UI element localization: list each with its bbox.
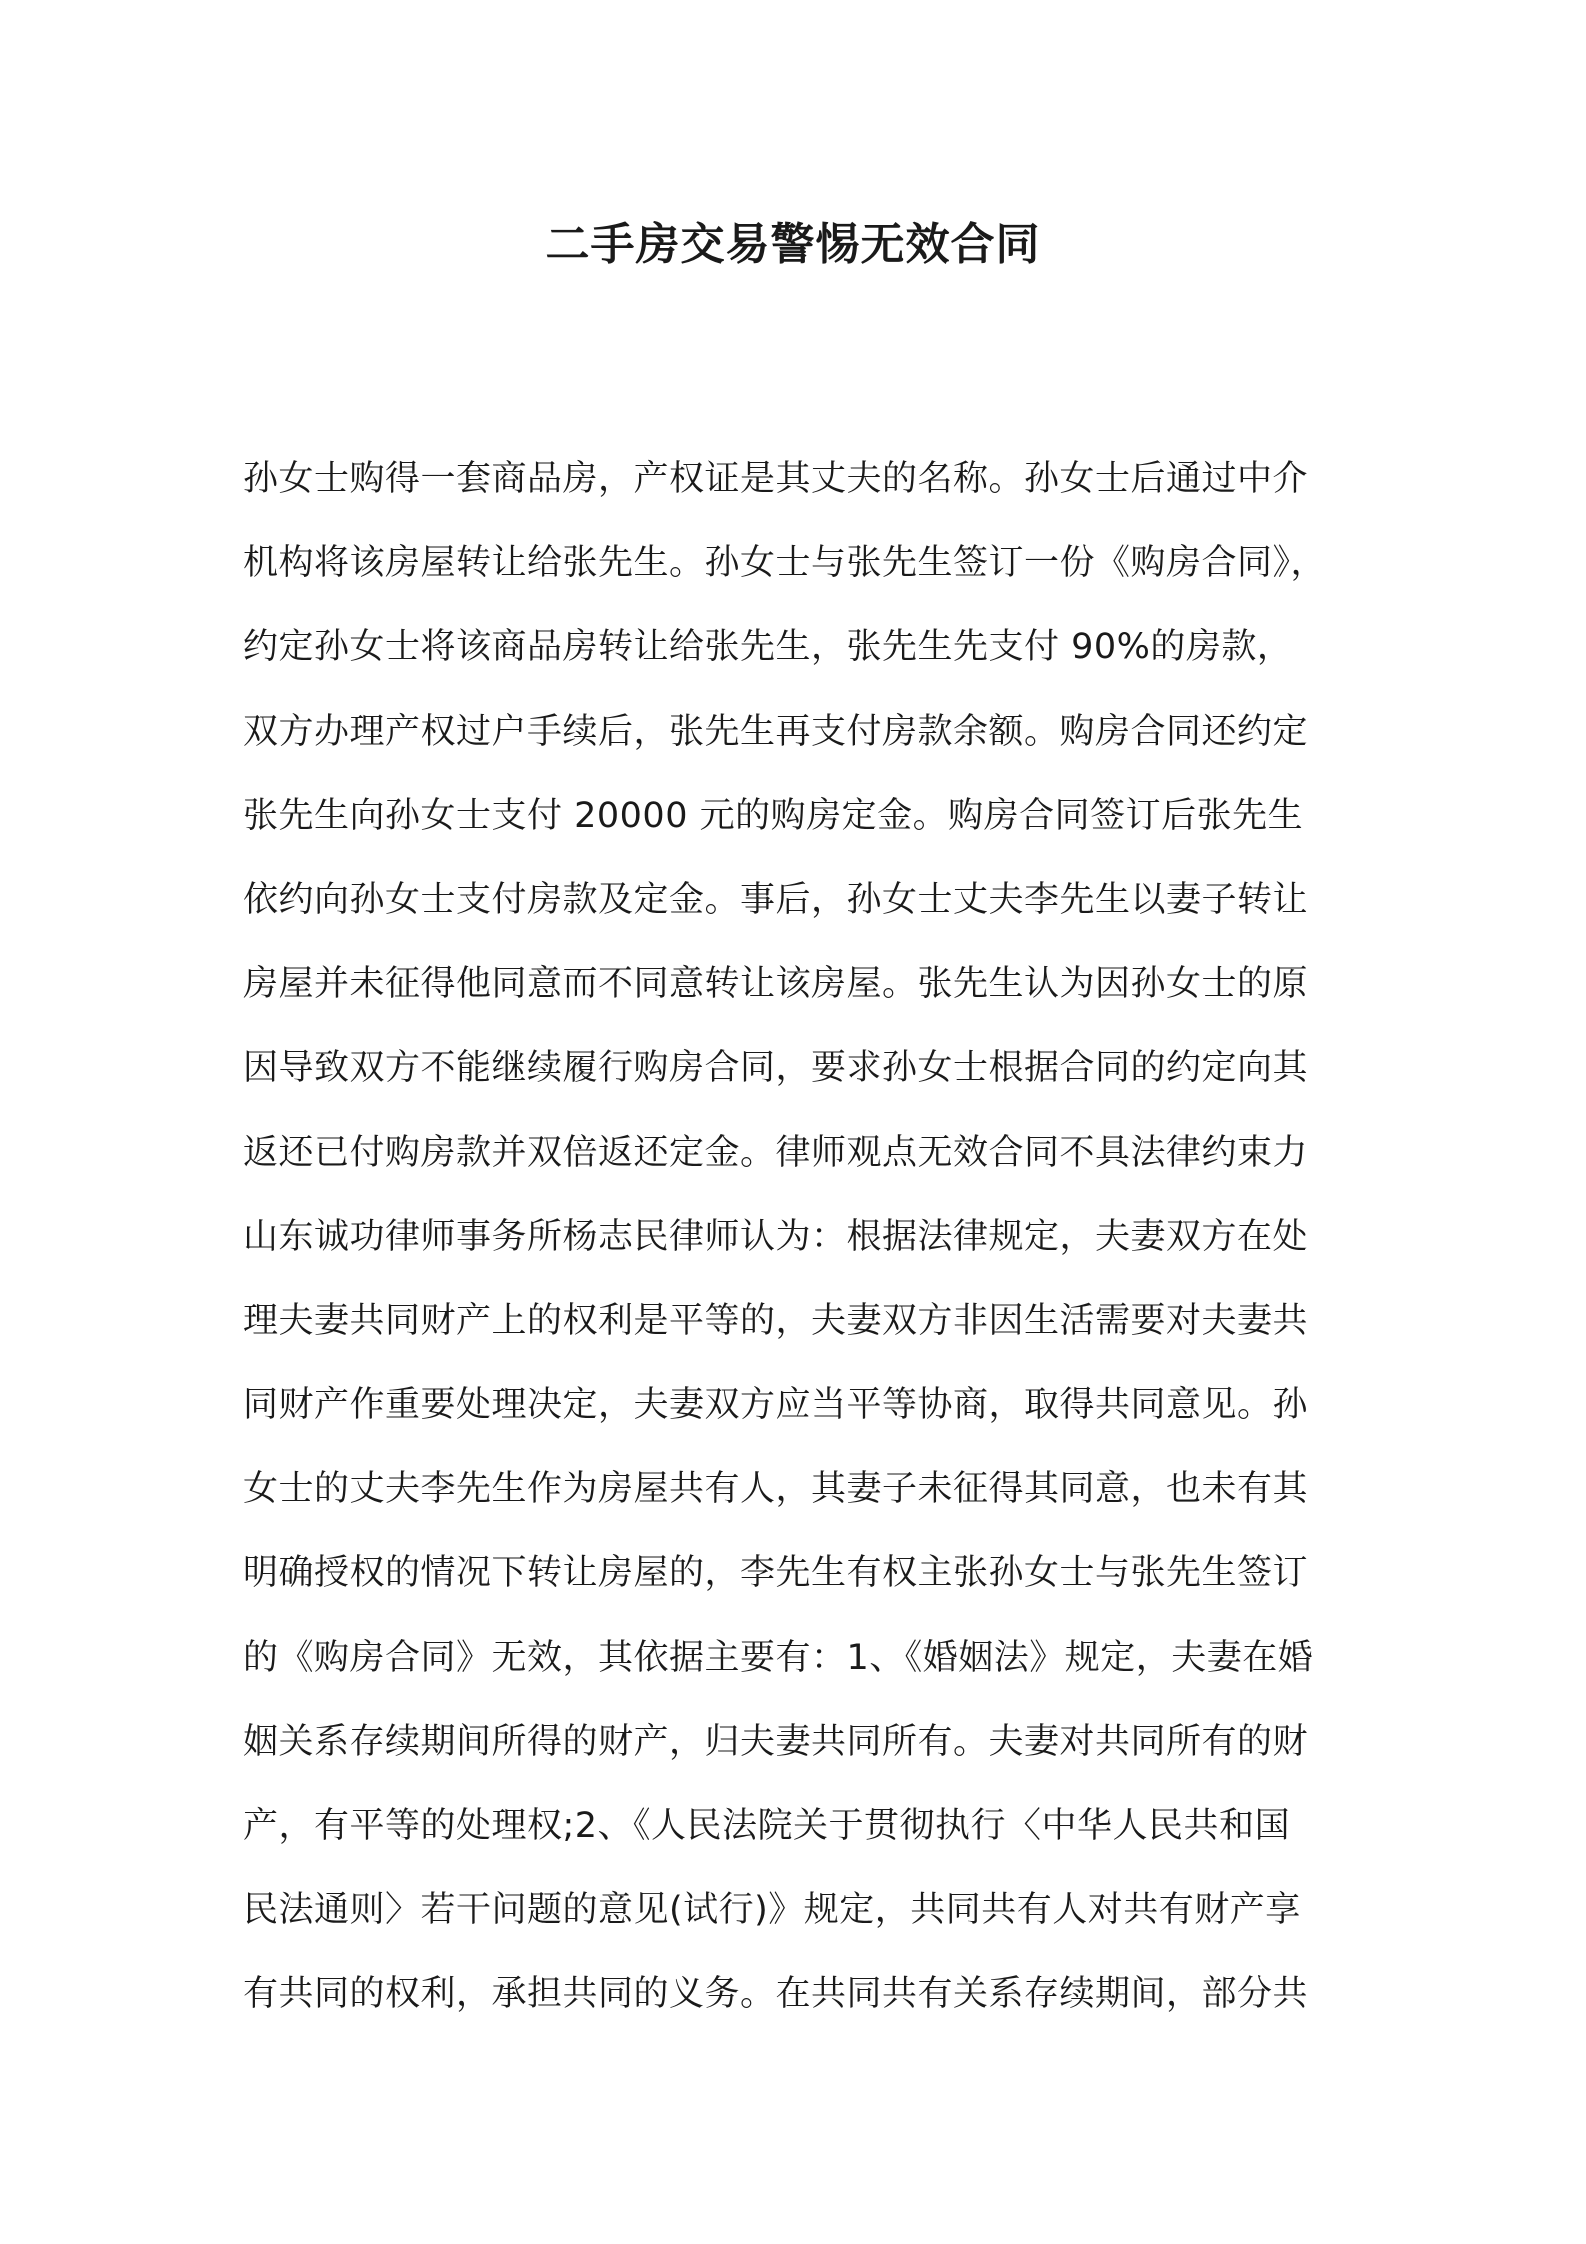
body-text-line: 理夫妻共同财产上的权利是平等的，夫妻双方非因生活需要对夫妻共: [243, 1300, 1309, 1341]
body-text-line: 孙女士购得一套商品房，产权证是其丈夫的名称。孙女士后通过中介: [243, 459, 1309, 499]
body-text-line: 有共同的权利，承担共同的义务。在共同共有关系存续期间，部分共: [243, 1974, 1309, 2015]
body-text-line: 机构将该房屋转让给张先生。孙女士与张先生签订一份《购房合同》，: [243, 543, 1327, 584]
body-text-line: 民法通则〉若干问题的意见(试行)》规定，共同共有人对共有财产享: [243, 1890, 1301, 1931]
document-title: 二手房交易警惕无效合同: [545, 219, 1041, 270]
body-text-line: 房屋并未征得他同意而不同意转让该房屋。张先生认为因孙女士的原: [243, 964, 1309, 1005]
body-text-line: 返还已付购房款并双倍返还定金。律师观点无效合同不具法律约束力: [243, 1132, 1309, 1173]
body-text-line: 因导致双方不能继续履行购房合同，要求孙女士根据合同的约定向其: [243, 1048, 1309, 1089]
body-text-line: 张先生向孙女士支付 20000 元的购房定金。购房合同签订后张先生: [243, 795, 1304, 836]
body-text-line: 产，有平等的处理权;2、《人民法院关于贯彻执行〈中华人民共和国: [243, 1806, 1291, 1846]
body-text-line: 山东诚功律师事务所杨志民律师认为：根据法律规定，夫妻双方在处: [243, 1216, 1309, 1257]
body-text-line: 依约向孙女士支付房款及定金。事后，孙女士丈夫李先生以妻子转让: [243, 879, 1309, 920]
body-text-line: 的《购房合同》无效，其依据主要有：1、《婚姻法》规定，夫妻在婚: [243, 1637, 1314, 1678]
body-text-line: 姻关系存续期间所得的财产，归夫妻共同所有。夫妻对共同所有的财: [243, 1721, 1309, 1762]
body-text-line: 约定孙女士将该商品房转让给张先生，张先生先支付 90%的房款，: [243, 627, 1293, 668]
body-text-line: 双方办理产权过户手续后，张先生再支付房款余额。购房合同还约定: [243, 711, 1309, 752]
body-text-line: 女士的丈夫李先生作为房屋共有人，其妻子未征得其同意，也未有其: [243, 1469, 1309, 1510]
document-body: [243, 452, 1358, 2052]
body-text-line: 同财产作重要处理决定，夫妻双方应当平等协商，取得共同意见。孙: [243, 1385, 1309, 1426]
body-text-line: 明确授权的情况下转让房屋的，李先生有权主张孙女士与张先生签订: [243, 1553, 1309, 1594]
